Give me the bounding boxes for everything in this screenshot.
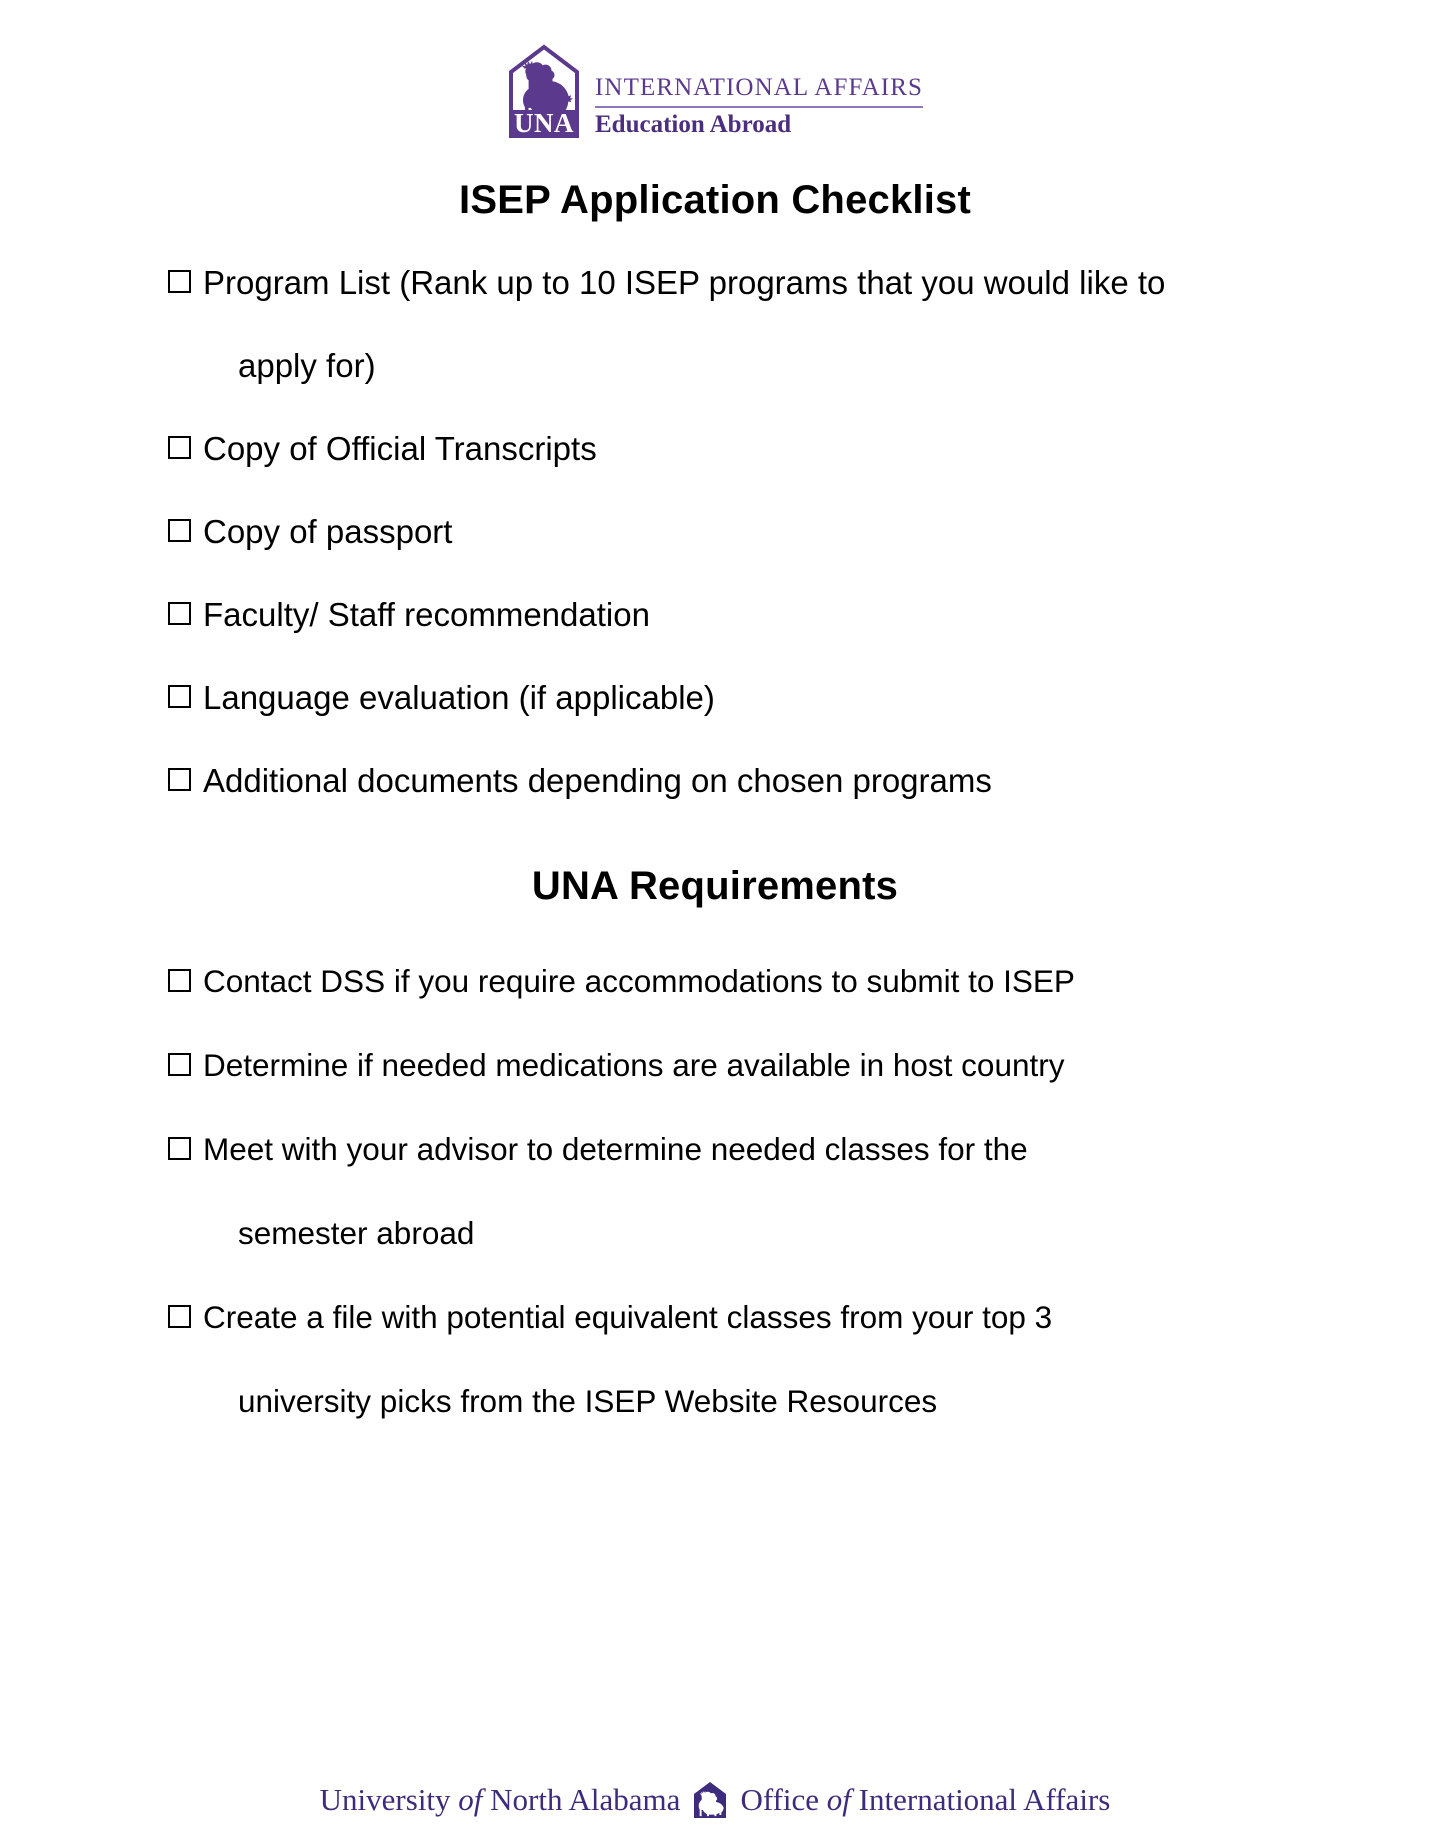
checklist-item[interactable] — [168, 1275, 1300, 1443]
footer-office-text — [740, 1782, 1110, 1818]
checklist-item-line: Contact DSS if you require accommodations to submit to ISEP — [203, 963, 1075, 999]
empty-checkbox-icon[interactable] — [168, 1053, 191, 1076]
footer-university-plain1: University — [319, 1782, 459, 1817]
empty-checkbox-icon[interactable] — [168, 1137, 191, 1160]
footer-university-text — [320, 1782, 681, 1818]
checklist-item-label — [203, 1023, 1300, 1107]
checklist-item-label — [203, 407, 1300, 490]
empty-checkbox-icon[interactable] — [168, 1305, 191, 1328]
footer-university-italic: of — [458, 1782, 483, 1817]
empty-checkbox-icon[interactable] — [168, 270, 191, 293]
checklist-item-line: Meet with your advisor to determine needed classes for the — [203, 1131, 1028, 1167]
document-header — [0, 0, 1430, 140]
checklist-item-label — [203, 939, 1300, 1023]
checklist-item-label — [203, 573, 1300, 656]
empty-checkbox-icon[interactable] — [168, 436, 191, 459]
una-requirements-checklist — [0, 939, 1430, 1443]
checklist-item-label — [203, 739, 1300, 822]
checklist-item[interactable] — [168, 939, 1300, 1023]
empty-checkbox-icon[interactable] — [168, 768, 191, 791]
brand-divider-rule — [595, 106, 923, 108]
isep-checklist — [0, 241, 1430, 822]
empty-checkbox-icon[interactable] — [168, 602, 191, 625]
checklist-item-line: Additional documents depending on chosen programs — [203, 762, 992, 799]
checklist-item-line: Faculty/ Staff recommendation — [203, 596, 650, 633]
checklist-item-line-wrapped: semester abroad — [238, 1215, 475, 1251]
footer-university-plain2: North Alabama — [482, 1782, 681, 1817]
section-heading-una-requirements: UNA Requirements — [531, 864, 899, 908]
checklist-item-label — [203, 1107, 1300, 1275]
checklist-item[interactable] — [168, 656, 1300, 739]
checklist-item-line-wrapped: apply for) — [238, 347, 376, 384]
footer-office-plain2: International Affairs — [850, 1782, 1111, 1817]
una-logo-lockup — [507, 44, 923, 140]
brand-text-block — [595, 75, 923, 141]
footer-office-plain1: Office — [740, 1782, 827, 1817]
checklist-item-label — [203, 490, 1300, 573]
empty-checkbox-icon[interactable] — [168, 685, 191, 708]
checklist-item-line: Create a file with potential equivalent classes from your top 3 — [203, 1299, 1053, 1335]
checklist-item[interactable] — [168, 407, 1300, 490]
empty-checkbox-icon[interactable] — [168, 519, 191, 542]
footer-office-italic: of — [826, 1782, 851, 1817]
brand-line-education-abroad: Education Abroad — [595, 110, 792, 138]
checklist-item-line: Copy of Official Transcripts — [203, 430, 597, 467]
checklist-item-line-wrapped: university picks from the ISEP Website Resources — [238, 1383, 938, 1419]
page-footer — [0, 1780, 1430, 1820]
brand-line-international-affairs: INTERNATIONAL AFFAIRS — [595, 73, 923, 101]
checklist-item[interactable] — [168, 490, 1300, 573]
checklist-item-label — [203, 1275, 1300, 1443]
checklist-item[interactable] — [168, 1023, 1300, 1107]
checklist-item-line: Program List (Rank up to 10 ISEP programs that you would like to — [203, 264, 1166, 301]
checklist-item-line: Language evaluation (if applicable) — [203, 679, 715, 716]
una-lion-shield-icon — [507, 44, 581, 140]
svg-text:UNA: UNA — [514, 108, 574, 138]
checklist-item-line: Copy of passport — [203, 513, 453, 550]
page-title: ISEP Application Checklist — [459, 178, 971, 222]
una-lion-shield-mark-icon — [692, 1780, 728, 1820]
checklist-item-label — [203, 241, 1300, 407]
checklist-item[interactable] — [168, 573, 1300, 656]
checklist-item-label — [203, 656, 1300, 739]
checklist-item[interactable] — [168, 241, 1300, 407]
checklist-item-line: Determine if needed medications are available in host country — [203, 1047, 1065, 1083]
empty-checkbox-icon[interactable] — [168, 969, 191, 992]
checklist-item[interactable] — [168, 739, 1300, 822]
checklist-item[interactable] — [168, 1107, 1300, 1275]
